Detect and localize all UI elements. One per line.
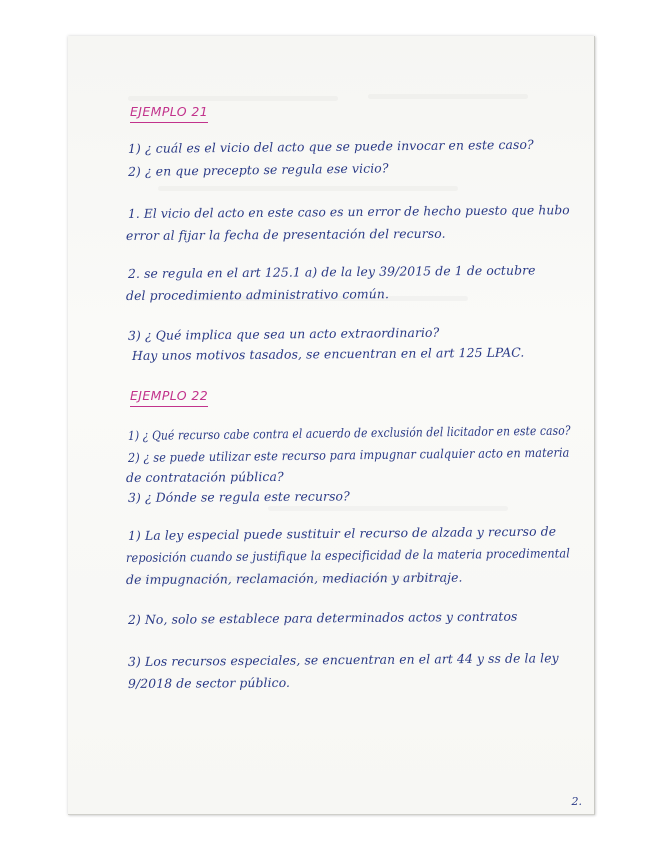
page-number: 2. [571,795,582,808]
notebook-page [68,36,595,815]
handwritten-line: reposición cuando se justifique la especificidad de la materia procedimental [125,545,570,565]
section-heading-ejemplo-22: EJEMPLO 22 [130,388,208,407]
handwritten-line: 3) Los recursos especiales, se encuentran en el art 44 y ss de la ley [127,650,559,669]
handwritten-line: 3) ¿ Qué implica que sea un acto extraordinario? [127,324,440,343]
bleed-through-mark [158,186,458,191]
handwritten-line: 3) ¿ Dónde se regula este recurso? [127,488,350,505]
bleed-through-mark [268,506,508,511]
handwritten-line: 1) ¿ cuál es el vicio del acto que se puede invocar en este caso? [127,136,534,156]
handwritten-line: del procedimiento administrativo común. [125,286,390,303]
handwritten-line: 9/2018 de sector público. [127,674,291,691]
handwritten-line: de impugnación, reclamación, mediación y arbitraje. [125,569,463,587]
handwritten-line: 1) La ley especial puede sustituir el recurso de alzada y recurso de [127,523,557,543]
handwritten-line: Hay unos motivos tasados, se encuentran en el art 125 LPAC. [131,344,525,363]
handwritten-line: 2. se regula en el art 125.1 a) de la ley 39/2015 de 1 de octubre [127,262,536,281]
bleed-through-mark [128,96,338,101]
bleed-through-mark [368,94,528,99]
handwritten-line: 2) ¿ en que precepto se regula ese vicio? [127,160,389,179]
handwritten-line: de contratación pública? [125,468,284,485]
handwritten-line: 1. El vicio del acto en este caso es un error de hecho puesto que hubo [127,202,570,221]
handwritten-line: error al fijar la fecha de presentación del recurso. [125,225,446,243]
handwritten-line: 2) No, solo se establece para determinados actos y contratos [127,608,518,627]
handwritten-line: 2) ¿ se puede utilizar este recurso para impugnar cualquier acto en materia [127,444,570,465]
section-heading-ejemplo-21: EJEMPLO 21 [130,104,208,123]
handwritten-line: 1) ¿ Qué recurso cabe contra el acuerdo de exclusión del licitador en este caso? [127,422,571,443]
